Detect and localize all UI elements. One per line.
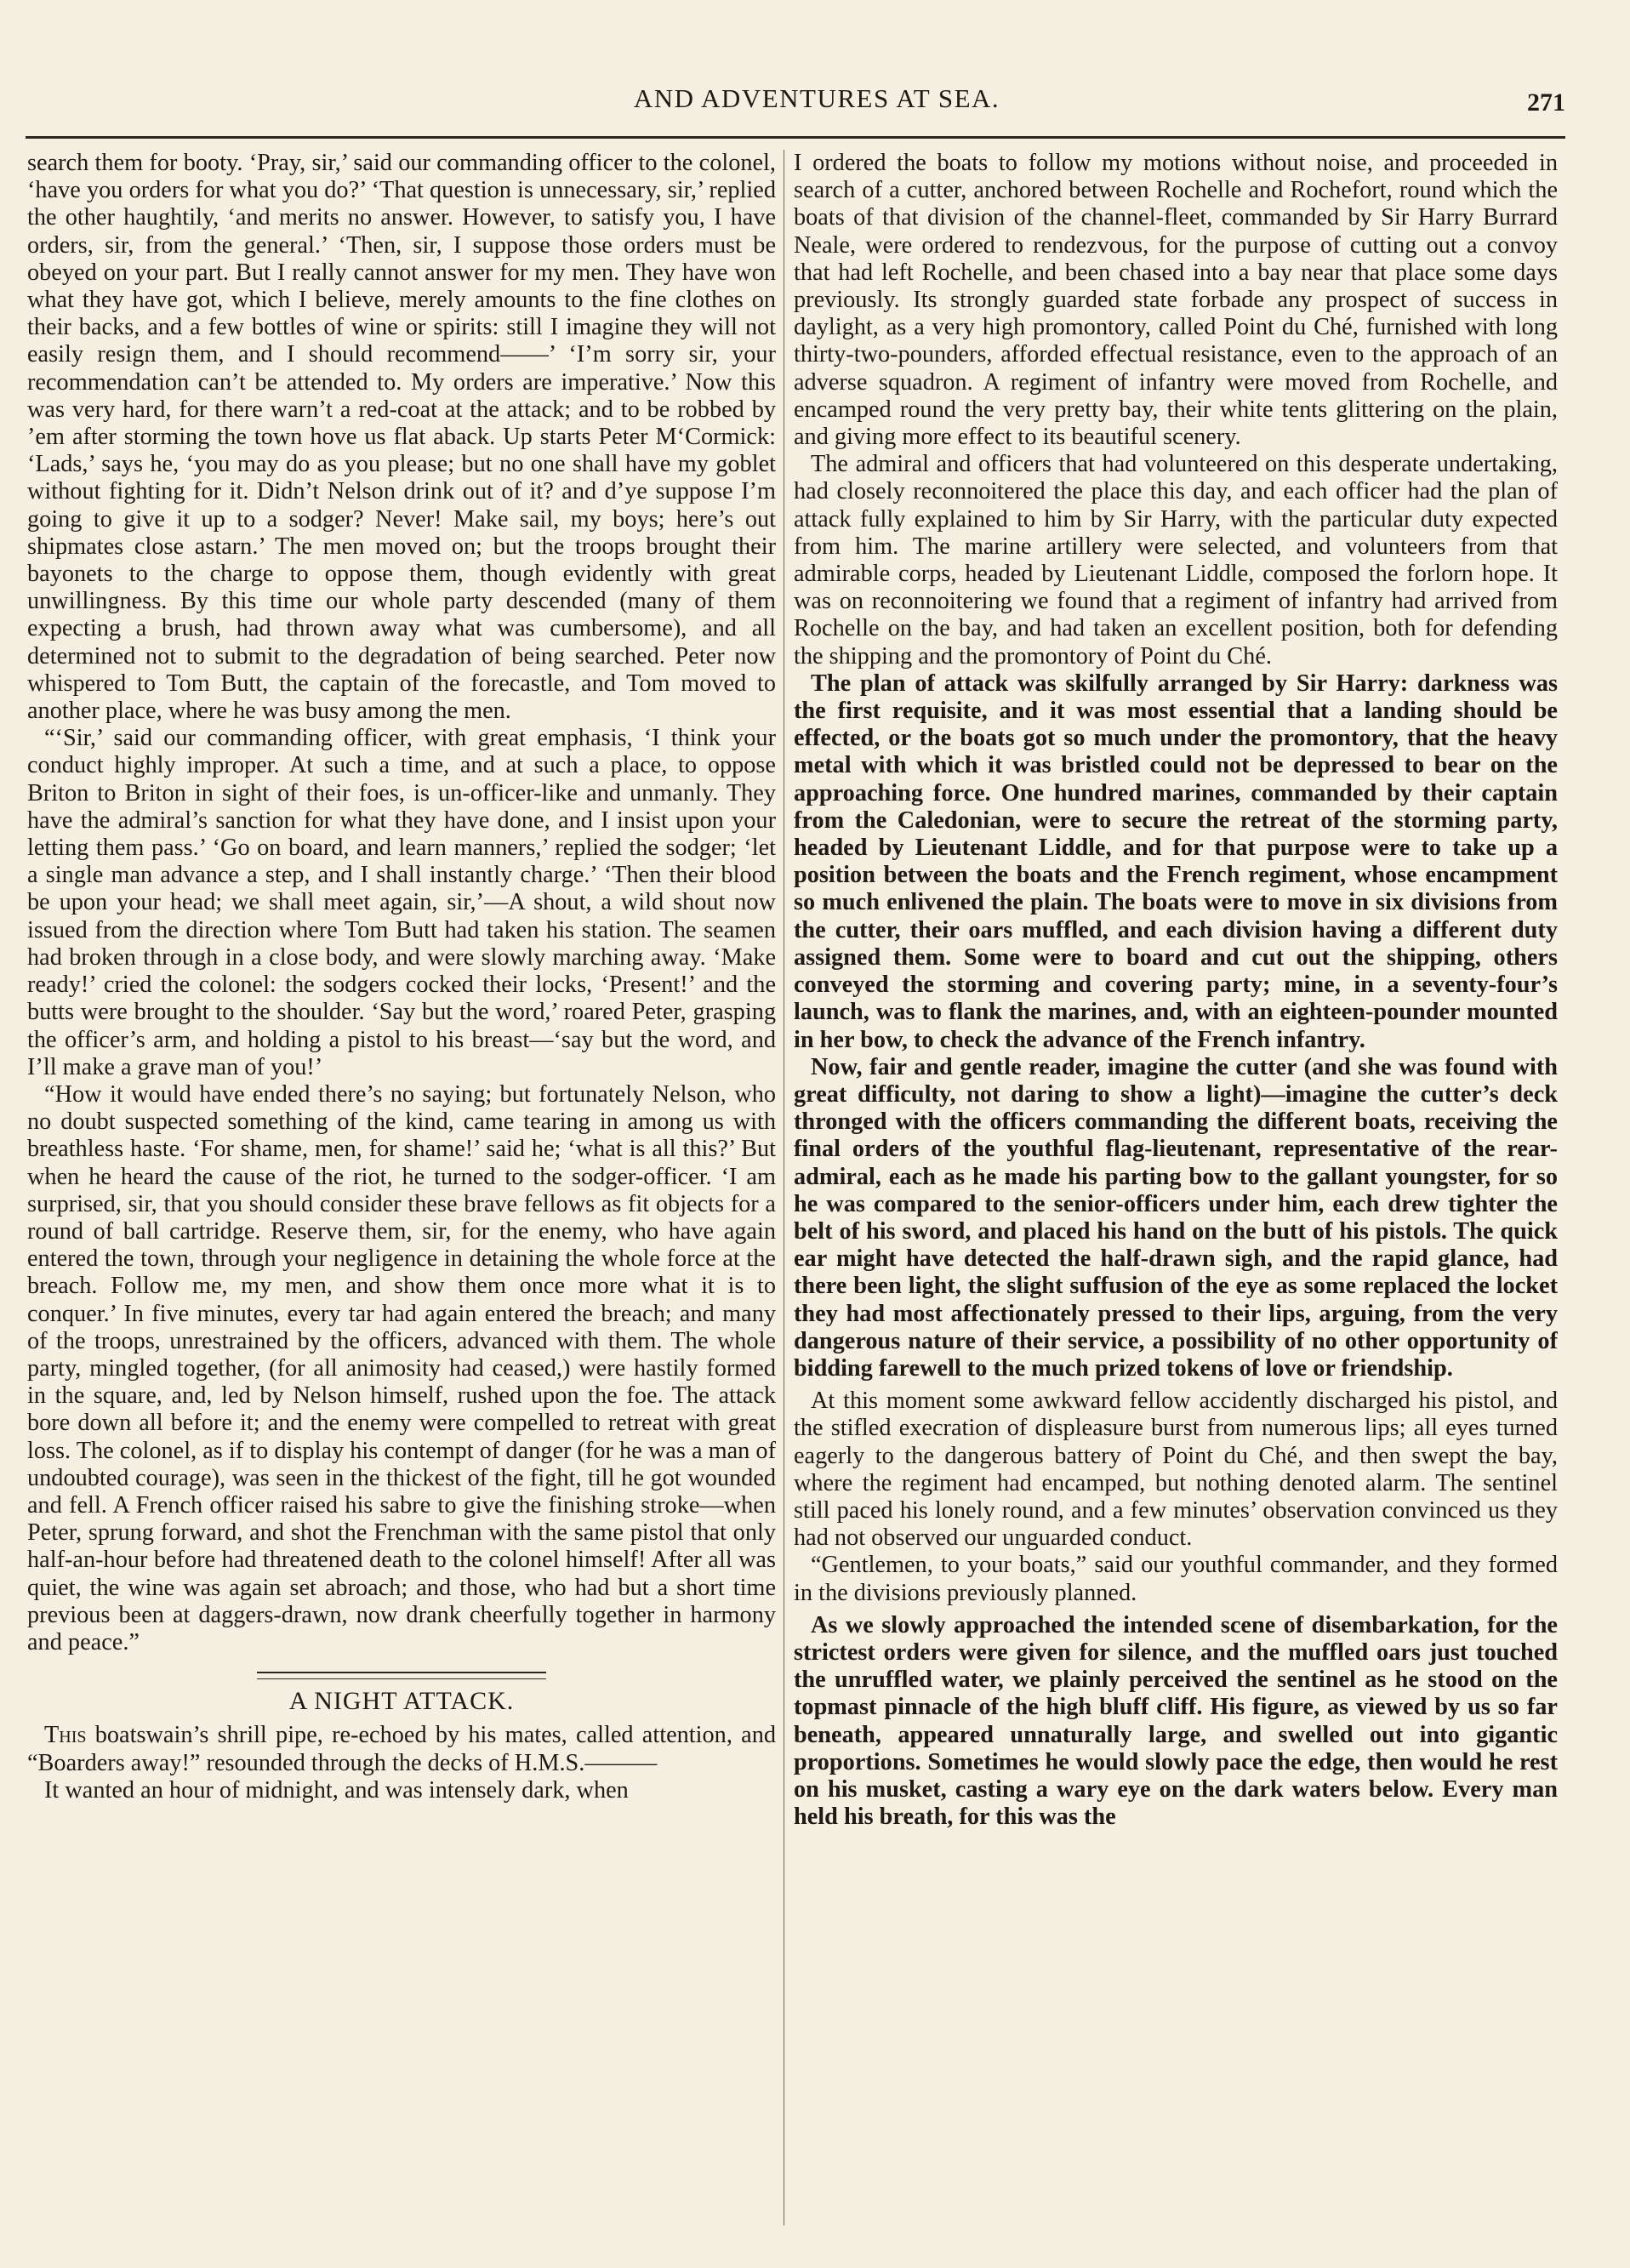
right-paragraph-2: The admiral and officers that had volunteered on this desperate undertaking, had closely reconnoitered the place this day, and each officer had the plan of attack fully explained to him by Sir Harry, with the particular duty expected from him. The marine artillery were selected, and volunteers from that admirable corps, headed by Lieutenant Liddle, composed the forlorn hope. It was on reconnoitering we found that a regiment of infantry had arrived from Rochelle on the bay, and had taken an excellent position, both for defending the shipping and the promontory of Point du Ché. (794, 451, 1558, 670)
right-paragraph-7: As we slowly approached the intended scene of disembarkation, for the strictest orders were given for silence, and the muffled oars just touched the unruffled water, we plainly perceived the sentinel as he stood on the topmast pinnacle of the high bluff cliff. His figure, as viewed by us so far beneath, appeared unnaturally large, and swelled out into gigantic proportions. Sometimes he would slowly pace the edge, then would he rest on his musket, casting a wary eye on the dark waters below. Every man held his breath, for this was the (794, 1611, 1558, 1831)
right-paragraph-3: The plan of attack was skilfully arranged by Sir Harry: darkness was the first requisite, and it was most essential that a landing should be effected, or the boats got so much under the promontory, that the heavy metal with which it was bristled could not be depressed to bear on the approaching force. One hundred marines, commanded by their captain from the Caledonian, were to secure the retreat of the storming party, headed by Lieutenant Liddle, and for that purpose were to take up a position between the boats and the French regiment, whose encampment so much enlivened the plain. The boats were to move in six divisions from the cutter, their oars muffled, and each division having a different duty assigned them. Some were to board and cut out the shipping, others conveyed the storming and covering party; mine, in a seventy-four’s launch, was to flank the marines, and, with an eighteen-pounder mounted in her bow, to check the advance of the French infantry. (794, 670, 1558, 1053)
right-paragraph-5: At this moment some awkward fellow accidently discharged his pistol, and the stifled execration of displeasure burst from numerous lips; all eyes turned eagerly to the dangerous battery of Point du Ché, and then swept the bay, where the regiment had encamped, but nothing denoted alarm. The sentinel still paced his lonely round, and a few minutes’ observation convinced us they had not observed our unguarded conduct. (794, 1388, 1558, 1552)
left-column (27, 150, 776, 2242)
page-header (0, 0, 1630, 140)
drop-lead-word: This (44, 1722, 87, 1749)
left-paragraph-5: It wanted an hour of midnight, and was intensely dark, when (44, 1776, 629, 1804)
header-rule (26, 136, 1565, 139)
section-title: A NIGHT ATTACK. (288, 1687, 515, 1716)
right-paragraph-6: “Gentlemen, to your boats,” said our youthful commander, and they formed in the divisions previously planned. (794, 1552, 1558, 1606)
right-column (794, 150, 1558, 2242)
left-paragraph-3: “How it would have ended there’s no saying; but fortunately Nelson, who no doubt suspected something of the kind, came tearing in among us with breathless haste. ‘For shame, men, for shame!’ said he; ‘what is all this?’ But when he heard the cause of the riot, he turned to the sodger-officer. ‘I am surprised, sir, that you should consider these brave fellows as fit objects for a round of ball cartridge. Reserve them, sir, for the enemy, who have again entered the town, through your negligence in detaining the whole force at the breach. Follow me, my men, and show them once more what it is to conquer.’ In five minutes, every tar had again entered the breach; and many of the troops, unrestrained by the officers, advanced with them. The whole party, mingled together, (for all animosity had ceased,) were hastily formed in the square, and, led by Nelson himself, rushed upon the foe. The attack bore down all before it; and the enemy were compelled to retreat with great loss. The colonel, as if to display his contempt of danger (for he was a man of undoubted courage), was seen in the thickest of the fight, till he got wounded and fell. A French officer raised his sabre to give the finishing stroke—when Peter, sprung forward, and shot the Frenchman with the same pistol that only half-an-hour before had threatened death to the colonel himself! After all was quiet, the wine was again set abroach; and those, who had but a short time previous been at daggers-drawn, now drank cheerfully together in harmony and peace.” (27, 1080, 776, 1655)
left-paragraph-2: “‘Sir,’ said our commanding officer, with great emphasis, ‘I think your conduct highly improper. At such a time, and at such a place, to oppose Briton to Briton in sight of their foes, is un-officer-like and unmanly. They have the admiral’s sanction for what they have done, and I insist upon your letting them pass.’ ‘Go on board, and learn manners,’ replied the sodger; ‘let a single man advance a step, and I shall instantly charge.’ ‘Then their blood be upon your head; we shall meet again, sir,’—A shout, a wild shout now issued from the direction where Tom Butt had taken his station. The seamen had broken through in a close body, and were slowly marching away. ‘Make ready!’ cried the colonel: the sodgers cocked their locks, ‘Present!’ and the butts were brought to the shoulder. ‘Say but the word,’ roared Peter, grasping the officer’s arm, and holding a pistol to his breast—‘say but the word, and I’ll make a grave man of you!’ (27, 725, 776, 1080)
section-divider (257, 1672, 546, 1679)
left-paragraph-1: search them for booty. ‘Pray, sir,’ said our commanding officer to the colonel, ‘have you orders for what you do?’ ‘That question is unnecessary, sir,’ replied the other haughtily, ‘and merits no answer. However, to satisfy you, I have orders, sir, from the general.’ ‘Then, sir, I suppose those orders must be obeyed on your part. But I really cannot answer for my men. They have won what they have got, which I believe, merely amounts to the fine clothes on their backs, and a few bottles of wine or spirits: still I imagine they will not easily resign them, and I should recommend——’ ‘I’m sorry sir, your recommendation can’t be attended to. My orders are imperative.’ Now this was very hard, for there warn’t a red-coat at the attack; and to be robbed by ’em after storming the town hove us flat aback. Up starts Peter M‘Cormick: ‘Lads,’ says he, ‘you may do as you please; but no one shall have my goblet without fighting for it. Didn’t Nelson drink out of it? and d’ye suppose I’m going to give it up to a sodger? Never! Make sail, my boys; here’s out shipmates close astarn.’ The men moved on; but the troops brought their bayonets to the charge to oppose them, though evidently with great unwillingness. By this time our whole party descended (many of them expecting a brush, had thrown away what was cumbersome), and all determined not to submit to the degradation of being searched. Peter now whispered to Tom Butt, the captain of the forecastle, and Tom moved to another place, where he was busy among the men. (27, 150, 776, 725)
right-paragraph-1: I ordered the boats to follow my motions without noise, and proceeded in search of a cutter, anchored between Rochelle and Rochefort, round which the boats of that division of the channel-fleet, commanded by Sir Harry Burrard Neale, were ordered to rendezvous, for the purpose of cutting out a convoy that had left Rochelle, and been chased into a bay near that place some days previously. Its strongly guarded state forbade any prospect of success in daylight, as a very high promontory, called Point du Ché, furnished with long thirty-two-pounders, afforded effectual resistance, even to the approach of an adverse squadron. A regiment of infantry were moved from Rochelle, and encamped round the very pretty bay, their white tents glittering on the plain, and giving more effect to its beautiful scenery. (794, 150, 1558, 451)
right-paragraph-4: Now, fair and gentle reader, imagine the cutter (and she was found with great difficulty, not daring to show a light)—imagine the cutter’s deck thronged with the officers commanding the different boats, receiving the final orders of the youthful flag-lieutenant, representative of the rear-admiral, each as he made his parting bow to the gallant youngster, for so he was compared to the senior-officers under him, each drew tighter the belt of his sword, and placed his hand on the butt of his pistols. The quick ear might have detected the half-drawn sigh, and the rapid glance, had there been light, the slight suffusion of the eye as some replaced the locket they had most affectionately pressed to their lips, arguing, from the very dangerous nature of their service, a possibility of no other opportunity of bidding farewell to the much prized tokens of love or friendship. (794, 1053, 1558, 1382)
left-paragraph-4-text: boatswain’s shrill pipe, re-echoed by his mates, called attention, and “Boarders away!” resounded through the decks of H.M.S.——— (27, 1722, 776, 1776)
page-number: 271 (1527, 88, 1565, 117)
running-title: AND ADVENTURES AT SEA. (633, 83, 1000, 113)
left-paragraph-4 (27, 1722, 776, 1776)
